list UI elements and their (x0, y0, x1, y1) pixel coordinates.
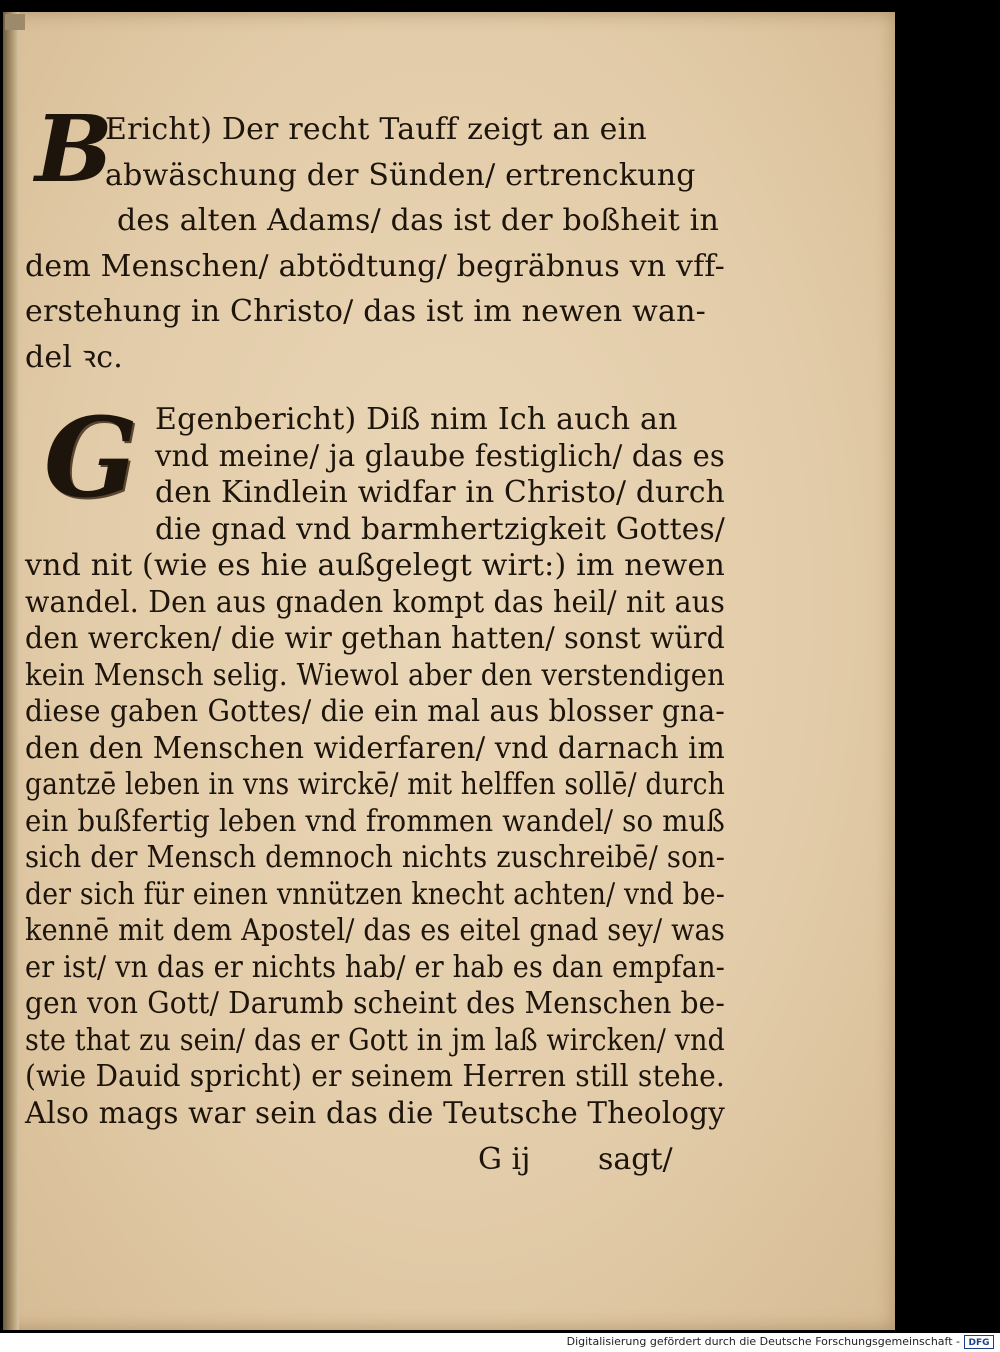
text-line: erstehung in Christo/ das ist im newen wan- (25, 294, 706, 329)
text-line: gantzē leben in vns wirckē/ mit helffen sollē/ durch (25, 767, 725, 802)
drop-cap-b: B (35, 95, 113, 203)
text-line: gen von Gott/ Darumb scheint des Menschen be- (25, 986, 725, 1021)
text-line: ein bußfertig leben vnd frommen wandel/ so muß (25, 803, 725, 839)
paragraph-gegenbericht (25, 393, 725, 1132)
catchword: sagt/ (598, 1142, 673, 1177)
text-line: den wercken/ die wir gethan hatten/ sonst würd (25, 621, 725, 656)
text-line: vnd meine/ ja glaube festiglich/ das es (155, 438, 725, 474)
text-line: wandel. Den aus gnaden kompt das heil/ nit aus (25, 584, 725, 620)
text-line: vnd nit (wie es hie außgelegt wirt:) im newen (25, 548, 725, 583)
text-line: er ist/ vn das er nichts hab/ er hab es dan empfan- (25, 949, 725, 985)
text-line: ste that zu sein/ das er Gott in jm laß wircken/ vnd (25, 1022, 725, 1058)
footer-bar (0, 1333, 1000, 1352)
text-block (25, 95, 725, 1132)
text-line: del ꝛc. (25, 339, 124, 375)
signature-mark: G ij (478, 1142, 531, 1177)
text-line: Ericht) Der recht Tauff zeigt an ein (105, 112, 647, 147)
page-spine-shadow (3, 12, 19, 1330)
text-line: den Kindlein widfar in Christo/ durch (155, 475, 725, 510)
dfg-logo[interactable]: DFG (964, 1335, 994, 1349)
text-line: die gnad vnd barmhertzigkeit Gottes/ (155, 511, 725, 547)
text-line: der sich für einen vnnützen knecht achten/ vnd be- (25, 876, 725, 912)
ornate-drop-cap-g: G (43, 393, 139, 522)
text-line: abwäschung der Sünden/ ertrenckung (105, 157, 696, 193)
text-line: sich der Mensch demnoch nichts zuschreibē/ son- (25, 840, 725, 875)
funding-credit: Digitalisierung gefördert durch die Deutsche Forschungsgemeinschaft - (566, 1335, 960, 1348)
text-line: den den Menschen widerfaren/ vnd darnach im (25, 730, 725, 766)
text-line: dem Menschen/ abtödtung/ begräbnus vn vff- (25, 248, 725, 284)
text-line: Also mags war sein das die Teutsche Theology (25, 1095, 725, 1131)
text-line: kennē mit dem Apostel/ das es eitel gnad sey/ was (25, 913, 725, 948)
text-line: des alten Adams/ das ist der boßheit in (117, 203, 719, 238)
text-line: (wie Dauid spricht) er seinem Herren still stehe. (25, 1059, 725, 1094)
text-line: Egenbericht) Diß nim Ich auch an (155, 402, 678, 437)
corner-mark (5, 14, 25, 30)
text-line: diese gaben Gottes/ die ein mal aus blosser gna- (25, 694, 725, 729)
text-line: kein Mensch selig. Wiewol aber den verstendigen (25, 657, 725, 693)
scanned-page (3, 12, 895, 1330)
paragraph-bericht (25, 95, 725, 380)
